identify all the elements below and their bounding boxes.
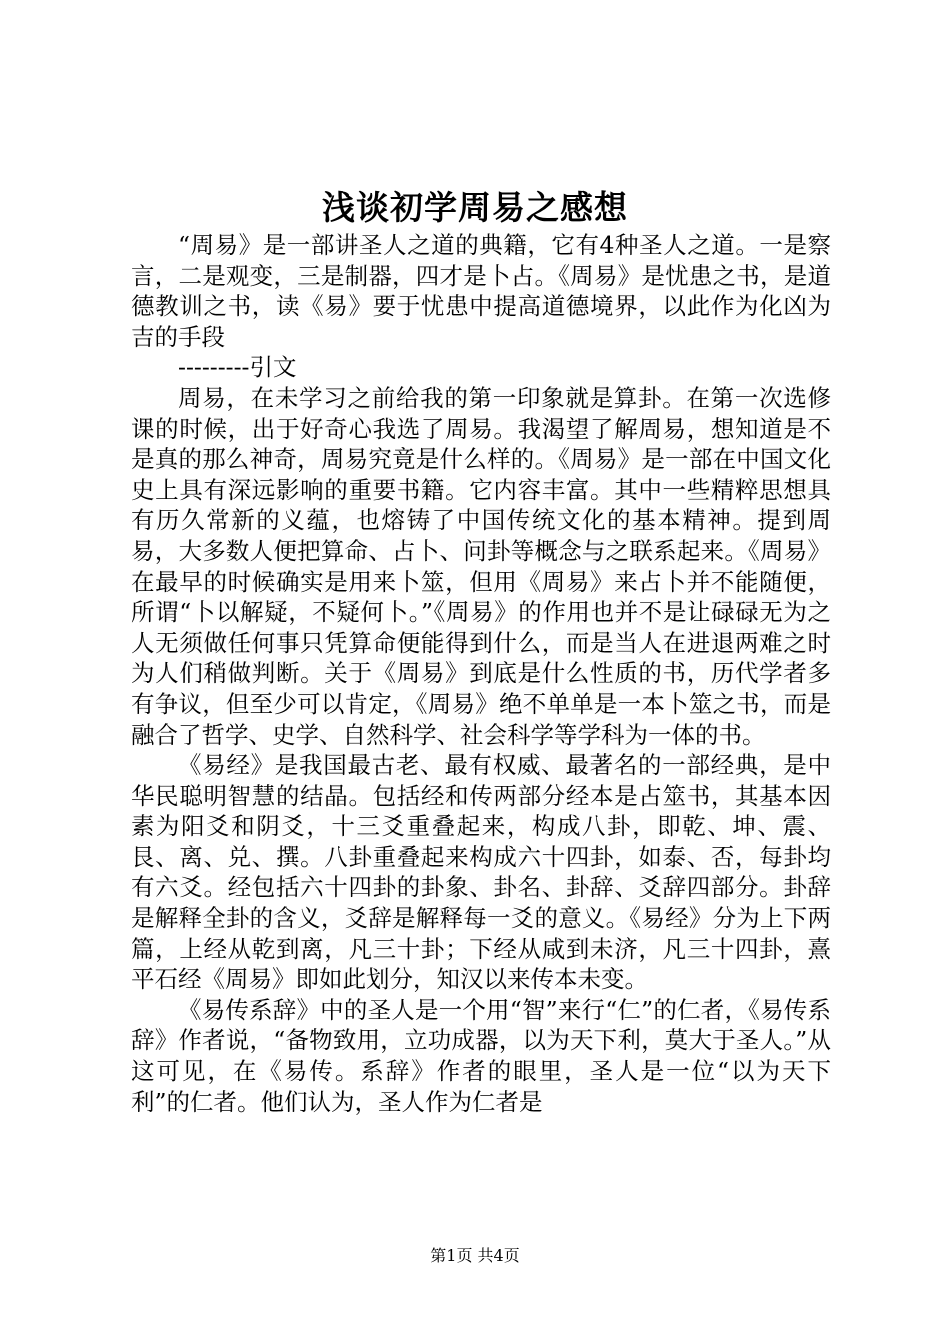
page-footer: 第1页 共4页 bbox=[430, 1246, 520, 1265]
paragraph-yijing: 《易经》是我国最古老、最有权威、最著名的一部经典，是中华民聪明智慧的结晶。包括经和传两部分经本是占筮书，其基本因素为阳爻和阴爻，十三爻重叠起来，构成八卦，即乾、坤、震、艮、离、兑、撰。八卦重叠起来构成六十四卦，如泰、否，每卦均有六爻。经包括六十四卦的卦象、卦名、卦辞、爻辞四部分。卦辞是解释全卦的含义，爻辞是解释每一爻的意义。《易经》分为上下两篇，上经从乾到离，凡三十卦；下经从咸到未济，凡三十四卦，熹平石经《周易》即如此划分，知汉以来传本未变。 bbox=[131, 751, 831, 994]
document-body bbox=[131, 230, 831, 1117]
paragraph-intro: “周易》是一部讲圣人之道的典籍，它有4种圣人之道。一是察言，二是观变，三是制器，四才是卜占。《周易》是忧患之书，是道德教训之书，读《易》要于忧患中提高道德境界，以此作为化凶为吉的手段 bbox=[131, 231, 831, 351]
page-title: 浅谈初学周易之感想 bbox=[322, 188, 628, 227]
paragraph-citation: ---------引文 bbox=[178, 353, 297, 382]
paragraph-xici: 《易传系辞》中的圣人是一个用“智”来行“仁”的仁者，《易传系辞》作者说，“备物致用，立功成器，以为天下利，莫大于圣人。”从这可见，在《易传。系辞》作者的眼里，圣人是一位“以为天下利”的仁者。他们认为，圣人作为仁者是 bbox=[131, 995, 831, 1116]
paragraph-first-impression: 周易，在未学习之前给我的第一印象就是算卦。在第一次选修课的时候，出于好奇心我选了周易。我渴望了解周易，想知道是不是真的那么神奇，周易究竟是什么样的。《周易》是一部在中国文化史上具有深远影响的重要书籍。它内容丰富。其中一些精粹思想具有历久常新的义蕴，也熔铸了中国传统文化的基本精神。提到周易，大多数人便把算命、占卜、问卦等概念与之联系起来。《周易》在最早的时候确实是用来卜筮，但用《周易》来占卜并不能随便，所谓“卜以解疑，不疑何卜。”《周易》的作用也并不是让碌碌无为之人无须做任何事只凭算命便能得到什么，而是当人在进退两难之时为人们稍做判断。关于《周易》到底是什么性质的书，历代学者多有争议，但至少可以肯定，《周易》绝不单单是一本卜筮之书，而是融合了哲学、史学、自然科学、社会科学等学科为一体的书。 bbox=[131, 383, 831, 749]
